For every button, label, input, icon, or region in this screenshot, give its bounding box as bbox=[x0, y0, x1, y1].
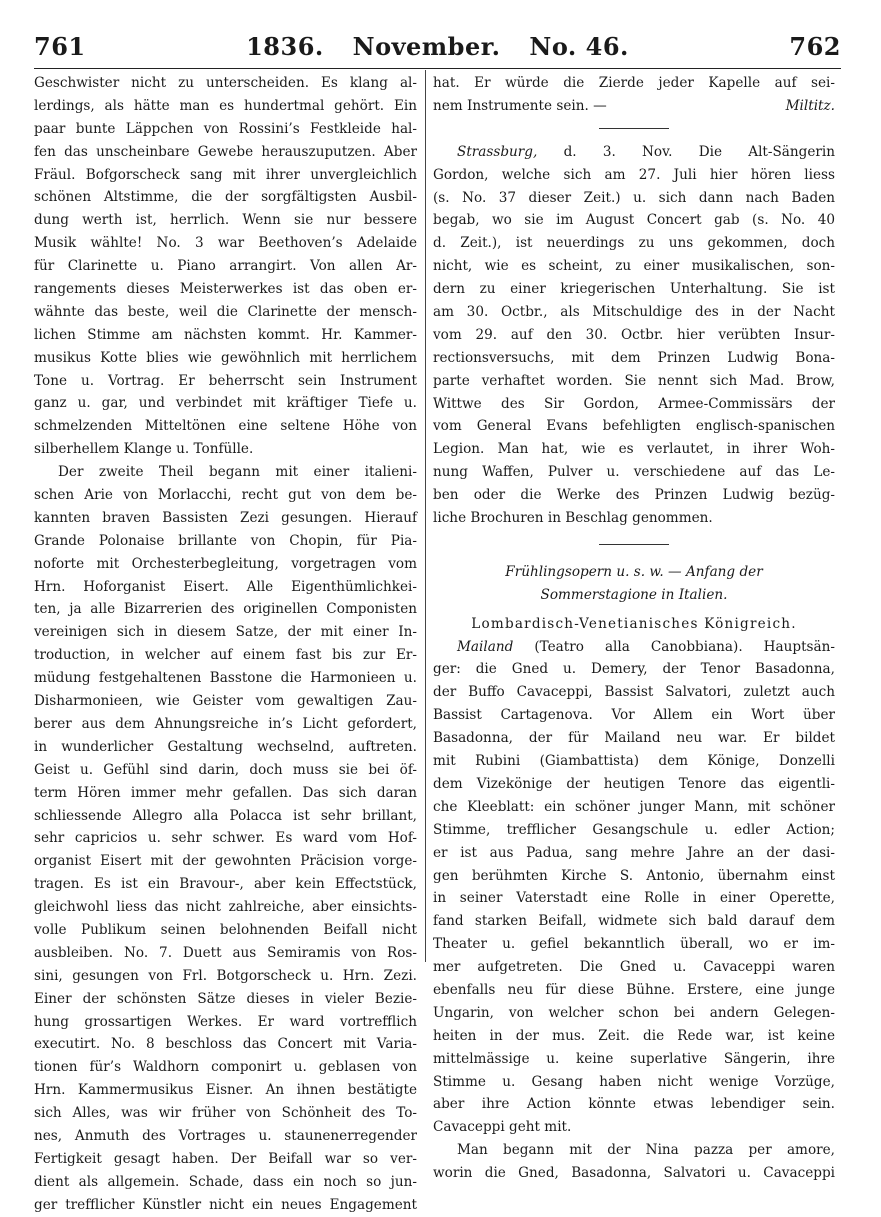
text-line: er ist aus Padua, sang mehre Jahre an der dasi- bbox=[433, 844, 835, 861]
text-line: fen das unscheinbare Gewebe herauszuputzen. Aber bbox=[34, 143, 417, 160]
text-line: heiten in der mus. Zeit. die Rede war, ist keine bbox=[433, 1027, 835, 1044]
mailand-paragraph bbox=[433, 658, 835, 1184]
text-line: Geist u. Gefühl sind darin, doch muss sie bei öf- bbox=[34, 761, 417, 778]
text-line: gen berühmten Kirche S. Antonio, übernahm einst bbox=[433, 867, 835, 884]
text-line: Disharmonieen, wie Geister vom gewaltigen Zau- bbox=[34, 693, 417, 710]
text-line bbox=[433, 95, 835, 118]
text-line: term Hören immer mehr gefallen. Das sich daran bbox=[34, 784, 417, 801]
page-number-right: 762 bbox=[789, 32, 841, 61]
text-line: organist Eisert mit der gewohnten Präcision vorge- bbox=[34, 853, 417, 870]
header-issue: No. 46. bbox=[529, 32, 629, 61]
author-signature: Miltitz. bbox=[785, 97, 835, 114]
text-line: d. Zeit.), ist neuerdings zu uns gekommen, doch bbox=[433, 235, 835, 252]
text-line: parte verhaftet worden. Sie nennt sich Mad. Brow, bbox=[433, 372, 835, 389]
text-line: dung werth ist, herrlich. Wenn sie nur bessere bbox=[34, 212, 417, 229]
text-line: ger trefflicher Künstler nicht ein neues Engagement bbox=[34, 1196, 417, 1213]
text-line: volle Publikum seinen belohnenden Beifall nicht bbox=[34, 921, 417, 938]
text-line: in wunderlicher Gestaltung wechselnd, auftreten. bbox=[34, 738, 417, 755]
text-line: lerdings, als hätte man es hundertmal gehört. Ein bbox=[34, 97, 417, 114]
text-line: Basadonna, der für Mailand neu war. Er bildet bbox=[433, 730, 835, 747]
text-line: Cavaceppi geht mit. bbox=[433, 1119, 572, 1136]
text-line: ausbleiben. No. 7. Duett aus Semiramis von Ros- bbox=[34, 944, 417, 961]
text-line: mer aufgetreten. Die Gned u. Cavaceppi waren bbox=[433, 959, 835, 976]
text-line: vereinigen sich in diesem Satze, der mit einer In- bbox=[34, 624, 417, 641]
header-rule bbox=[34, 68, 841, 69]
page-header bbox=[34, 30, 841, 62]
text-line: rectionsversuchs, mit dem Prinzen Ludwig Bona- bbox=[433, 349, 835, 366]
text-line: ger: die Gned u. Demery, der Tenor Basadonna, bbox=[433, 661, 835, 678]
text-line: (s. No. 37 dieser Zeit.) u. sich dann nach Baden bbox=[433, 189, 835, 206]
strassburg-paragraph bbox=[433, 164, 835, 530]
header-month: November. bbox=[352, 32, 501, 61]
text-line: ben oder die Werke des Prinzen Ludwig bezüg- bbox=[433, 487, 835, 504]
text-line: Bassist Cartagenova. Vor Allem ein Wort über bbox=[433, 707, 835, 724]
section-subtitle: Sommerstagione in Italien. bbox=[540, 586, 728, 603]
header-title bbox=[34, 32, 841, 61]
text-line: Gordon, welche sich am 27. Juli hier hören liess bbox=[433, 166, 835, 183]
text-line: Tone u. Vortrag. Er beherrscht sein Instrument bbox=[34, 372, 417, 389]
place-name: Strassburg, bbox=[457, 143, 538, 160]
text-line: sini, gesungen von Frl. Botgorscheck u. Hrn. Zezi. bbox=[34, 967, 417, 984]
text-line: gleichwohl liess das nicht zahlreiche, aber einsichts- bbox=[34, 899, 417, 916]
text-line: ten, ja alle Bizarrerien des originellen Componisten bbox=[34, 601, 417, 618]
text-line: berer aus dem Ahnungsreiche in’s Licht gefordert, bbox=[34, 715, 417, 732]
text-line: Fräul. Bofgorscheck sang mit ihrer unvergleichlich bbox=[34, 166, 417, 183]
text-line: schmelzenden Mitteltönen eine seltene Höhe von bbox=[34, 418, 417, 435]
text-line: Wittwe des Sir Gordon, Armee-Commissärs der bbox=[433, 395, 835, 412]
text-line: hat. Er würde die Zierde jeder Kapelle auf sei- bbox=[433, 75, 835, 91]
text-line: wähnte das beste, weil die Clarinette der mensch- bbox=[34, 303, 417, 320]
text-line: paar bunte Läppchen von Rossini’s Festkleide hal- bbox=[34, 120, 417, 137]
text-line: troduction, in welcher auf einem fast bis zur Er- bbox=[34, 647, 417, 664]
text-line: müdung festgehaltenen Basstone die Harmonieen u. bbox=[34, 670, 417, 687]
text-line: tionen für’s Waldhorn componirt u. geblasen von bbox=[34, 1059, 417, 1076]
text-line: ebenfalls neu für diese Bühne. Erstere, eine junge bbox=[433, 981, 835, 998]
text-line: dem Vizekönige der heutigen Tenore das eigentli- bbox=[433, 775, 835, 792]
text-line: executirt. No. 8 beschloss das Concert mit Varia- bbox=[34, 1036, 417, 1053]
text-line: sich Alles, was wir früher von Schönheit des To- bbox=[34, 1105, 417, 1122]
text-line: Hrn. Kammermusikus Eisner. An ihnen bestätigte bbox=[34, 1082, 417, 1099]
text-line: rangements dieses Meisterwerkes ist das oben er- bbox=[34, 281, 417, 298]
text-line: sehr capricios u. sehr schwer. Es ward vom Hof- bbox=[34, 830, 417, 847]
text-line: Geschwister nicht zu unterscheiden. Es klang al- bbox=[34, 75, 417, 91]
text-line: Ungarin, von welcher schon bei andern Gelegen- bbox=[433, 1004, 835, 1021]
text-line: mittelmässige u. keine superlative Sängerin, ihre bbox=[433, 1050, 835, 1067]
text-line: dient als allgemein. Schade, dass ein noch so jun- bbox=[34, 1173, 417, 1190]
text-line: am 30. Octbr., als Mitschuldige des in der Nacht bbox=[433, 304, 835, 321]
text-line: für Clarinette u. Piano arrangirt. Von allen Ar- bbox=[34, 258, 417, 275]
text-line: Man begann mit der Nina pazza per amore, bbox=[457, 1142, 835, 1159]
text-line: dern zu einer kriegerischen Unterhaltung. Sie ist bbox=[433, 281, 835, 298]
place-name: Mailand bbox=[457, 638, 514, 655]
text-line: noforte mit Orchesterbegleitung, vorgetragen vom bbox=[34, 555, 417, 572]
header-year: 1836. bbox=[246, 32, 324, 61]
text-line: nes, Anmuth des Vortrages u. staunenerregender bbox=[34, 1127, 417, 1144]
text-line: Theater u. gefiel bekanntlich überall, wo er im- bbox=[433, 936, 835, 953]
text-line: schliessende Allegro alla Polacca ist sehr brillant, bbox=[34, 807, 417, 824]
section-divider bbox=[599, 128, 669, 129]
text-line: hung grossartigen Werkes. Er ward vortrefflich bbox=[34, 1013, 417, 1030]
text-line: Grande Polonaise brillante von Chopin, für Pia- bbox=[34, 532, 417, 549]
text-line bbox=[433, 636, 835, 659]
text-line: Legion. Man hat, wie es verlautet, in ihrer Woh- bbox=[433, 441, 835, 458]
text-line: Einer der schönsten Sätze dieses in vieler Bezie- bbox=[34, 990, 417, 1007]
text-line: nung Waffen, Pulver u. verschiedene auf das Le- bbox=[433, 464, 835, 481]
text-line: schen Arie von Morlacchi, recht gut von dem be- bbox=[34, 487, 417, 504]
text-line: der Buffo Cavaceppi, Bassist Salvatori, zuletzt auch bbox=[433, 684, 835, 701]
text-line: ganz u. gar, und verbindet mit kräftiger Tiefe u. bbox=[34, 395, 417, 412]
text-line: vom General Evans befehligten englisch-spanischen bbox=[433, 418, 835, 435]
text-line: tragen. Es ist ein Bravour-, aber kein Effectstück, bbox=[34, 876, 417, 893]
right-column bbox=[433, 72, 835, 1185]
text-line: Stimme u. Gesang haben nicht wenige Vorzüge, bbox=[433, 1073, 835, 1090]
page-number-left: 761 bbox=[34, 32, 86, 61]
text-line-fragment: (Teatro alla Canobbiana). Hauptsän- bbox=[534, 638, 835, 655]
text-line: fand starken Beifall, widmete sich bald darauf dem bbox=[433, 913, 835, 930]
text-line: liche Brochuren in Beschlag genommen. bbox=[433, 510, 713, 527]
text-line: begab, wo sie im August Concert gab (s. No. 40 bbox=[433, 212, 835, 229]
text-line: in seiner Vaterstadt eine Rolle in einer Operette, bbox=[433, 890, 835, 907]
text-line: Musik wählte! No. 3 war Beethoven’s Adelaide bbox=[34, 235, 417, 252]
section-title: Frühlingsopern u. s. w. — Anfang der bbox=[505, 563, 763, 580]
column-divider bbox=[425, 70, 426, 962]
left-column bbox=[34, 72, 417, 1217]
text-line: nicht, wie es scheint, zu einer musikalischen, son- bbox=[433, 258, 835, 275]
text-line: lichen Stimme am nächsten kommt. Hr. Kammer- bbox=[34, 326, 417, 343]
text-line: musikus Kotte blies wie gewöhnlich mit herrlichem bbox=[34, 349, 417, 366]
text-line: aber ihre Action könnte etwas lebendiger sein. bbox=[433, 1096, 835, 1113]
text-line: silberhellem Klange u. Tonfülle. bbox=[34, 441, 254, 458]
text-line: mit Rubini (Giambattista) dem Könige, Donzelli bbox=[433, 753, 835, 770]
text-line-fragment: nem Instrumente sein. — bbox=[433, 97, 607, 114]
text-line: che Kleeblatt: ein schöner junger Mann, mit schöner bbox=[433, 798, 835, 815]
text-line: kannten braven Bassisten Zezi gesungen. Hierauf bbox=[34, 509, 417, 526]
text-line: Fertigkeit gesagt haben. Der Beifall war so ver- bbox=[34, 1150, 417, 1167]
text-line bbox=[433, 141, 835, 164]
text-line: vom 29. auf den 30. Octbr. hier verübten Insur- bbox=[433, 326, 835, 343]
text-line: Hrn. Hoforganist Eisert. Alle Eigenthümlichkei- bbox=[34, 578, 417, 595]
section-heading: Lombardisch-Venetianisches Königreich. bbox=[471, 615, 797, 632]
text-line: worin die Gned, Basadonna, Salvatori u. Cavaceppi bbox=[433, 1165, 835, 1182]
text-line: schönen Altstimme, die der sorgfältigsten Ausbil- bbox=[34, 189, 417, 206]
text-line: Der zweite Theil begann mit einer italieni- bbox=[58, 464, 417, 481]
text-line-fragment: d. 3. Nov. Die Alt-Sängerin bbox=[563, 143, 835, 160]
text-line: Stimme, trefflicher Gesangschule u. edler Action; bbox=[433, 821, 835, 838]
section-divider bbox=[599, 544, 669, 545]
